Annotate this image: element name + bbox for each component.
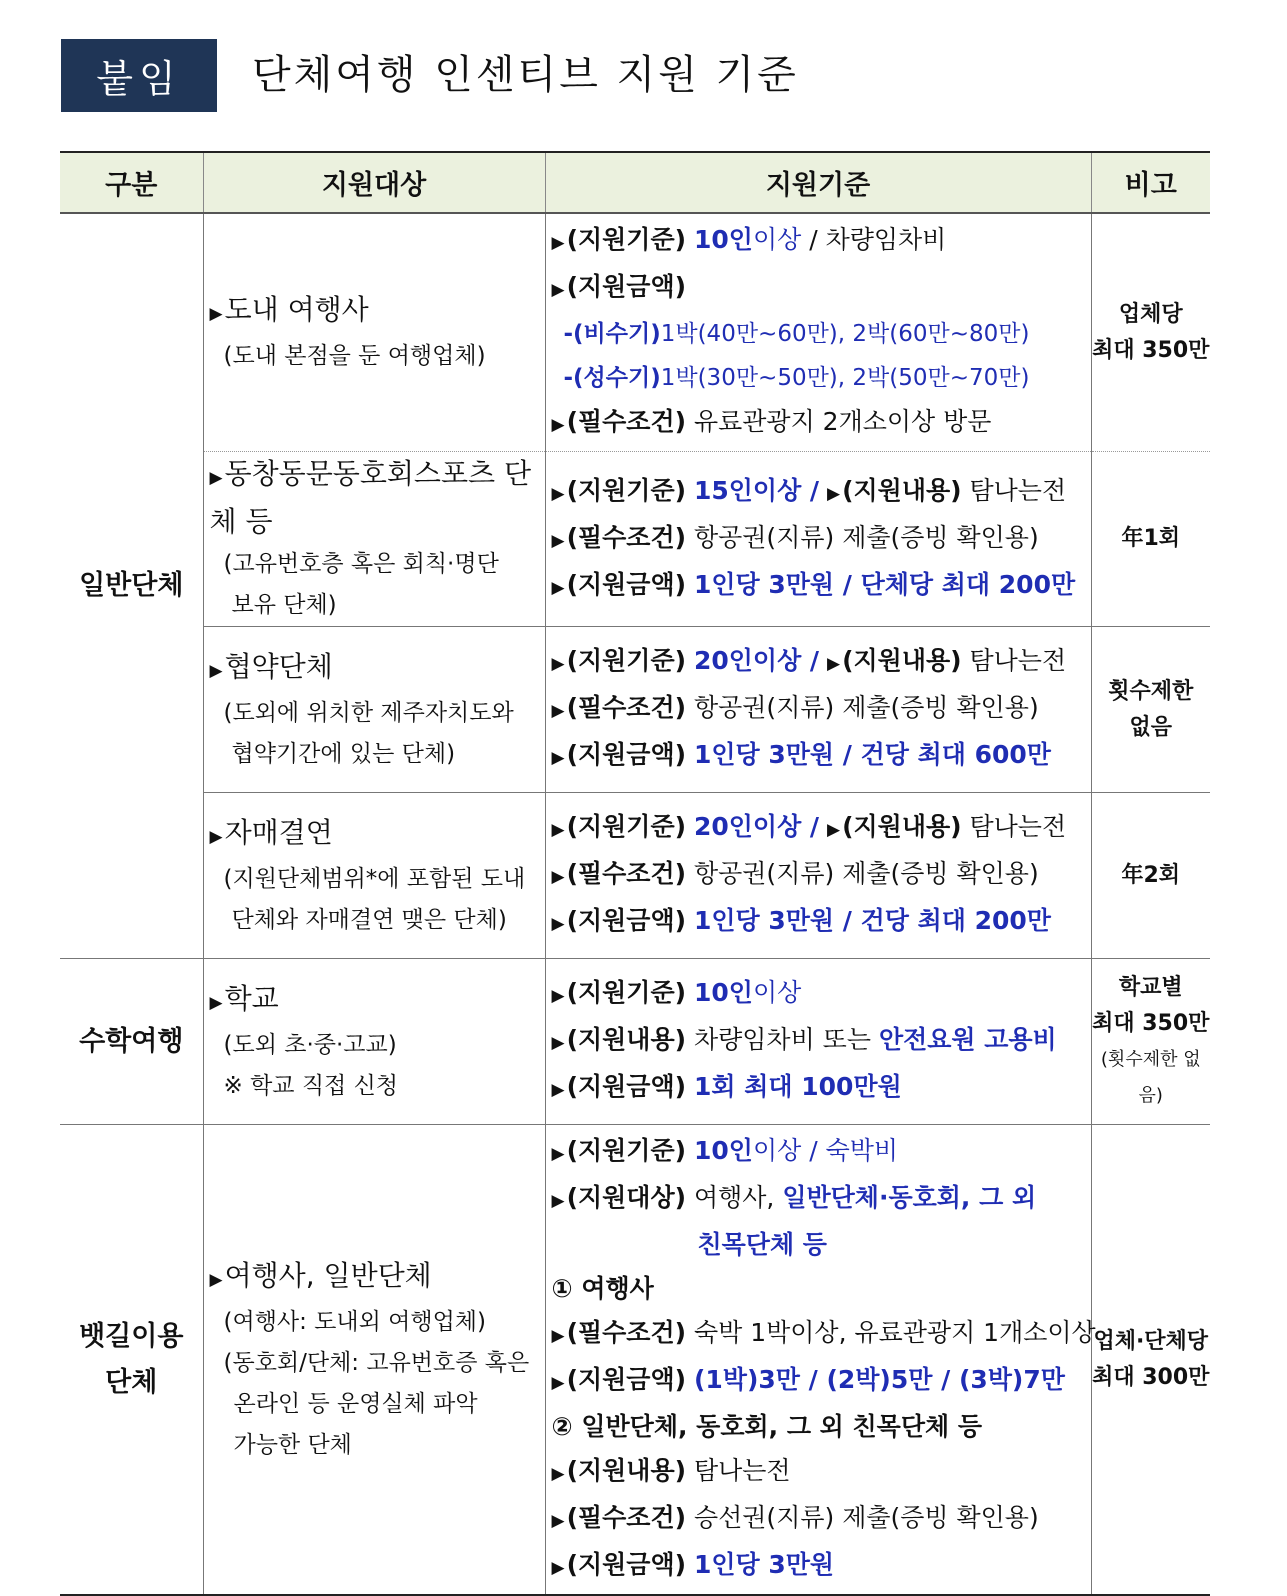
- target-cell: [203, 452, 545, 627]
- bullet-arrow-icon: ▶: [551, 986, 565, 1006]
- table-row: [60, 213, 1210, 452]
- bullet-arrow-icon: ▶: [827, 820, 841, 840]
- remarks-line: 최대 350만: [1092, 1010, 1210, 1036]
- column-header-remarks: 비고: [1091, 152, 1210, 213]
- attachment-badge: 붙임: [61, 39, 217, 112]
- criteria-value: 10인: [693, 1136, 753, 1165]
- column-header-target: 지원대상: [203, 152, 545, 213]
- bullet-arrow-icon: ▶: [551, 1511, 565, 1531]
- bullet-arrow-icon: ▶: [551, 530, 565, 551]
- criteria-value: 이상: [752, 225, 802, 254]
- target-sub: (지원단체범위*에 포함된 도내: [223, 865, 526, 892]
- table-header-row: [60, 152, 1210, 213]
- criteria-value: 이상: [752, 978, 802, 1007]
- criteria-value: 1인당 3만원 / 건당 최대 200만: [693, 906, 1051, 935]
- category-label: 일반단체: [79, 570, 184, 601]
- criteria-label: (지원기준): [566, 225, 687, 254]
- criteria-cell: [545, 793, 1091, 959]
- bullet-arrow-icon: ▶: [551, 1191, 565, 1211]
- criteria-cell: [545, 627, 1091, 793]
- column-header-criteria: 지원기준: [545, 152, 1091, 213]
- target-sub: (여행사: 도내외 여행업체): [223, 1308, 486, 1335]
- target-sub: (도내 본점을 둔 여행업체): [223, 343, 486, 369]
- target-main: 자매결연: [224, 815, 333, 849]
- category-cell: [60, 959, 203, 1125]
- criteria-value: 항공권(지류) 제출(증빙 확인용): [693, 859, 1039, 888]
- target-sub: ※ 학교 직접 신청: [223, 1072, 399, 1099]
- bullet-arrow-icon: ▶: [209, 826, 223, 847]
- criteria-label: (지원내용): [842, 812, 962, 841]
- category-label: 뱃길이용: [79, 1320, 184, 1352]
- target-sub: 협약기간에 있는 단체): [231, 740, 456, 767]
- remarks-line: 年1회: [1121, 526, 1181, 551]
- criteria-value: 유료관광지 2개소이상 방문: [693, 407, 992, 436]
- target-sub: (도외 초·중·고교): [223, 1031, 397, 1058]
- remarks-cell: [1091, 452, 1210, 627]
- criteria-label: (지원금액): [566, 740, 687, 769]
- criteria-value: 탐나는전: [969, 646, 1067, 675]
- category-cell: [60, 213, 203, 959]
- target-sub: 보유 단체): [231, 592, 337, 618]
- criteria-value: 안전요원 고용비: [878, 1025, 1057, 1054]
- bullet-arrow-icon: ▶: [551, 280, 565, 300]
- support-criteria-table: [60, 151, 1210, 1596]
- criteria-cell: [545, 959, 1091, 1125]
- bullet-arrow-icon: ▶: [551, 1033, 565, 1053]
- criteria-value: 10인: [693, 978, 753, 1007]
- criteria-label: (지원기준): [566, 978, 687, 1007]
- criteria-value: 친목단체 등: [697, 1230, 827, 1259]
- bullet-arrow-icon: ▶: [551, 233, 565, 253]
- bullet-arrow-icon: ▶: [209, 660, 223, 681]
- bullet-arrow-icon: ▶: [209, 1269, 223, 1290]
- table-row: [60, 627, 1210, 793]
- table-row: [60, 1125, 1210, 1596]
- table-row: [60, 452, 1210, 627]
- target-main: 협약단체: [224, 649, 333, 683]
- bullet-arrow-icon: ▶: [551, 1144, 565, 1164]
- remarks-cell: [1091, 793, 1210, 959]
- criteria-subheading: ② 일반단체, 동호회, 그 외 친목단체 등: [551, 1412, 982, 1441]
- page-title: 단체여행 인센티브 지원 기준: [252, 52, 799, 98]
- criteria-label: (지원금액): [566, 1365, 687, 1394]
- criteria-value: / 차량임차비: [809, 225, 947, 254]
- remarks-line: 최대 350만: [1092, 337, 1210, 363]
- criteria-label: (필수조건): [566, 859, 687, 888]
- remarks-line: 年2회: [1121, 862, 1181, 888]
- criteria-value: 차량임차비 또는: [693, 1025, 871, 1054]
- bullet-arrow-icon: ▶: [551, 1373, 565, 1393]
- criteria-value: 20인이상 /: [693, 812, 820, 841]
- criteria-cell: [545, 213, 1091, 452]
- criteria-cell: [545, 1125, 1096, 1596]
- bullet-arrow-icon: ▶: [827, 483, 841, 504]
- criteria-label: (필수조건): [566, 1503, 687, 1532]
- table-row: [60, 793, 1210, 959]
- criteria-label: (필수조건): [566, 522, 687, 552]
- target-main: 동창동문동호회스포츠 단체 등: [209, 457, 532, 538]
- target-sub: (도외에 위치한 제주자치도와: [223, 699, 514, 726]
- criteria-label: (지원내용): [566, 1456, 687, 1485]
- criteria-label: (지원내용): [842, 646, 962, 675]
- remarks-cell: [1091, 1125, 1210, 1596]
- remarks-line: 업체당: [1118, 301, 1183, 327]
- bullet-arrow-icon: ▶: [827, 654, 841, 674]
- criteria-value: 1박(40만~60만), 2박(60만~80만): [660, 321, 1030, 347]
- category-label: 단체: [105, 1366, 158, 1398]
- target-sub: 온라인 등 운영실체 파악: [233, 1390, 478, 1417]
- criteria-value: 1회 최대 100만원: [693, 1072, 902, 1101]
- target-sub: 단체와 자매결연 맺은 단체): [231, 906, 507, 933]
- criteria-value: / 숙박비: [809, 1136, 899, 1165]
- bullet-arrow-icon: ▶: [551, 914, 565, 934]
- criteria-value: 20인이상 /: [693, 646, 820, 675]
- criteria-value: 1박(30만~50만), 2박(50만~70만): [660, 365, 1030, 391]
- bullet-arrow-icon: ▶: [551, 867, 565, 887]
- bullet-arrow-icon: ▶: [551, 1464, 565, 1484]
- criteria-value: 이상: [752, 1136, 802, 1165]
- criteria-value: 탐나는전: [969, 475, 1067, 505]
- remarks-line: 업체·단체당: [1093, 1328, 1209, 1354]
- criteria-label: (필수조건): [566, 1318, 687, 1347]
- criteria-value: 여행사,: [693, 1183, 775, 1212]
- target-cell: [203, 213, 545, 452]
- remarks-cell: [1091, 213, 1210, 452]
- target-sub: 가능한 단체: [233, 1431, 352, 1458]
- bullet-arrow-icon: ▶: [209, 304, 223, 324]
- criteria-value: 탐나는전: [693, 1456, 791, 1485]
- criteria-label: (지원금액): [566, 906, 687, 935]
- target-cell: [203, 793, 545, 959]
- target-cell: [203, 959, 545, 1125]
- target-main: 학교: [224, 981, 279, 1015]
- bullet-arrow-icon: ▶: [551, 701, 565, 721]
- bullet-arrow-icon: ▶: [551, 654, 565, 674]
- criteria-value: (1박)3만 / (2박)5만 / (3박)7만: [693, 1365, 1065, 1394]
- category-cell: [60, 1125, 203, 1596]
- criteria-label: (지원기준): [566, 1136, 687, 1165]
- criteria-label: (지원대상): [566, 1183, 687, 1212]
- criteria-value: 15인이상 /: [693, 475, 820, 505]
- criteria-value: 일반단체·동호회, 그 외: [782, 1183, 1037, 1212]
- target-sub: (고유번호층 혹은 회칙·명단: [223, 551, 499, 577]
- criteria-value: 숙박 1박이상, 유료관광지 1개소이상: [693, 1318, 1096, 1347]
- criteria-label: (지원내용): [842, 475, 962, 505]
- bullet-arrow-icon: ▶: [551, 820, 565, 840]
- bullet-arrow-icon: ▶: [209, 992, 223, 1013]
- criteria-value: 항공권(지류) 제출(증빙 확인용): [693, 522, 1039, 552]
- criteria-label: -(비수기): [563, 321, 661, 347]
- bullet-arrow-icon: ▶: [551, 1080, 565, 1100]
- remarks-cell: [1091, 627, 1210, 793]
- criteria-label: (필수조건): [566, 693, 687, 722]
- bullet-arrow-icon: ▶: [551, 483, 565, 504]
- target-main: 여행사, 일반단체: [224, 1258, 432, 1292]
- criteria-label: (지원기준): [566, 646, 687, 675]
- criteria-label: (지원내용): [566, 1025, 687, 1054]
- bullet-arrow-icon: ▶: [551, 415, 565, 435]
- remarks-line: 없음: [1129, 714, 1172, 740]
- criteria-label: (지원금액): [566, 1072, 687, 1101]
- remarks-line: 학교별: [1118, 974, 1183, 1000]
- criteria-label: (지원기준): [566, 812, 687, 841]
- bullet-arrow-icon: ▶: [209, 468, 223, 488]
- remarks-line: (횟수제한 없음): [1100, 1048, 1201, 1106]
- criteria-value: 10인: [693, 225, 753, 254]
- criteria-value: 1인당 3만원 / 건당 최대 600만: [693, 740, 1051, 769]
- criteria-value: 탐나는전: [969, 812, 1067, 841]
- category-label: 수학여행: [79, 1025, 184, 1057]
- criteria-label: (지원금액): [566, 1550, 687, 1579]
- bullet-arrow-icon: ▶: [551, 1326, 565, 1346]
- remarks-line: 횟수제한: [1108, 678, 1194, 704]
- bullet-arrow-icon: ▶: [551, 748, 565, 768]
- criteria-cell: [545, 452, 1091, 627]
- criteria-value: 1인당 3만원: [693, 1550, 835, 1579]
- criteria-subheading: ① 여행사: [551, 1274, 654, 1303]
- criteria-label: (지원금액): [566, 569, 687, 599]
- remarks-line: 최대 300만: [1092, 1364, 1210, 1390]
- criteria-value: 승선권(지류) 제출(증빙 확인용): [693, 1503, 1039, 1532]
- table-row: [60, 959, 1210, 1125]
- target-main: 도내 여행사: [224, 293, 369, 326]
- target-sub: (동호회/단체: 고유번호증 혹은: [223, 1349, 530, 1376]
- criteria-label: (지원기준): [566, 475, 687, 505]
- remarks-cell: [1091, 959, 1210, 1125]
- criteria-label: -(성수기): [563, 365, 661, 391]
- criteria-value: 항공권(지류) 제출(증빙 확인용): [693, 693, 1039, 722]
- bullet-arrow-icon: ▶: [551, 577, 565, 598]
- column-header-category: 구분: [60, 152, 203, 213]
- criteria-label: (지원금액): [566, 272, 687, 301]
- bullet-arrow-icon: ▶: [551, 1558, 565, 1578]
- target-cell: [203, 1125, 545, 1596]
- target-cell: [203, 627, 545, 793]
- criteria-label: (필수조건): [566, 407, 687, 436]
- criteria-value: 1인당 3만원 / 단체당 최대 200만: [693, 569, 1076, 599]
